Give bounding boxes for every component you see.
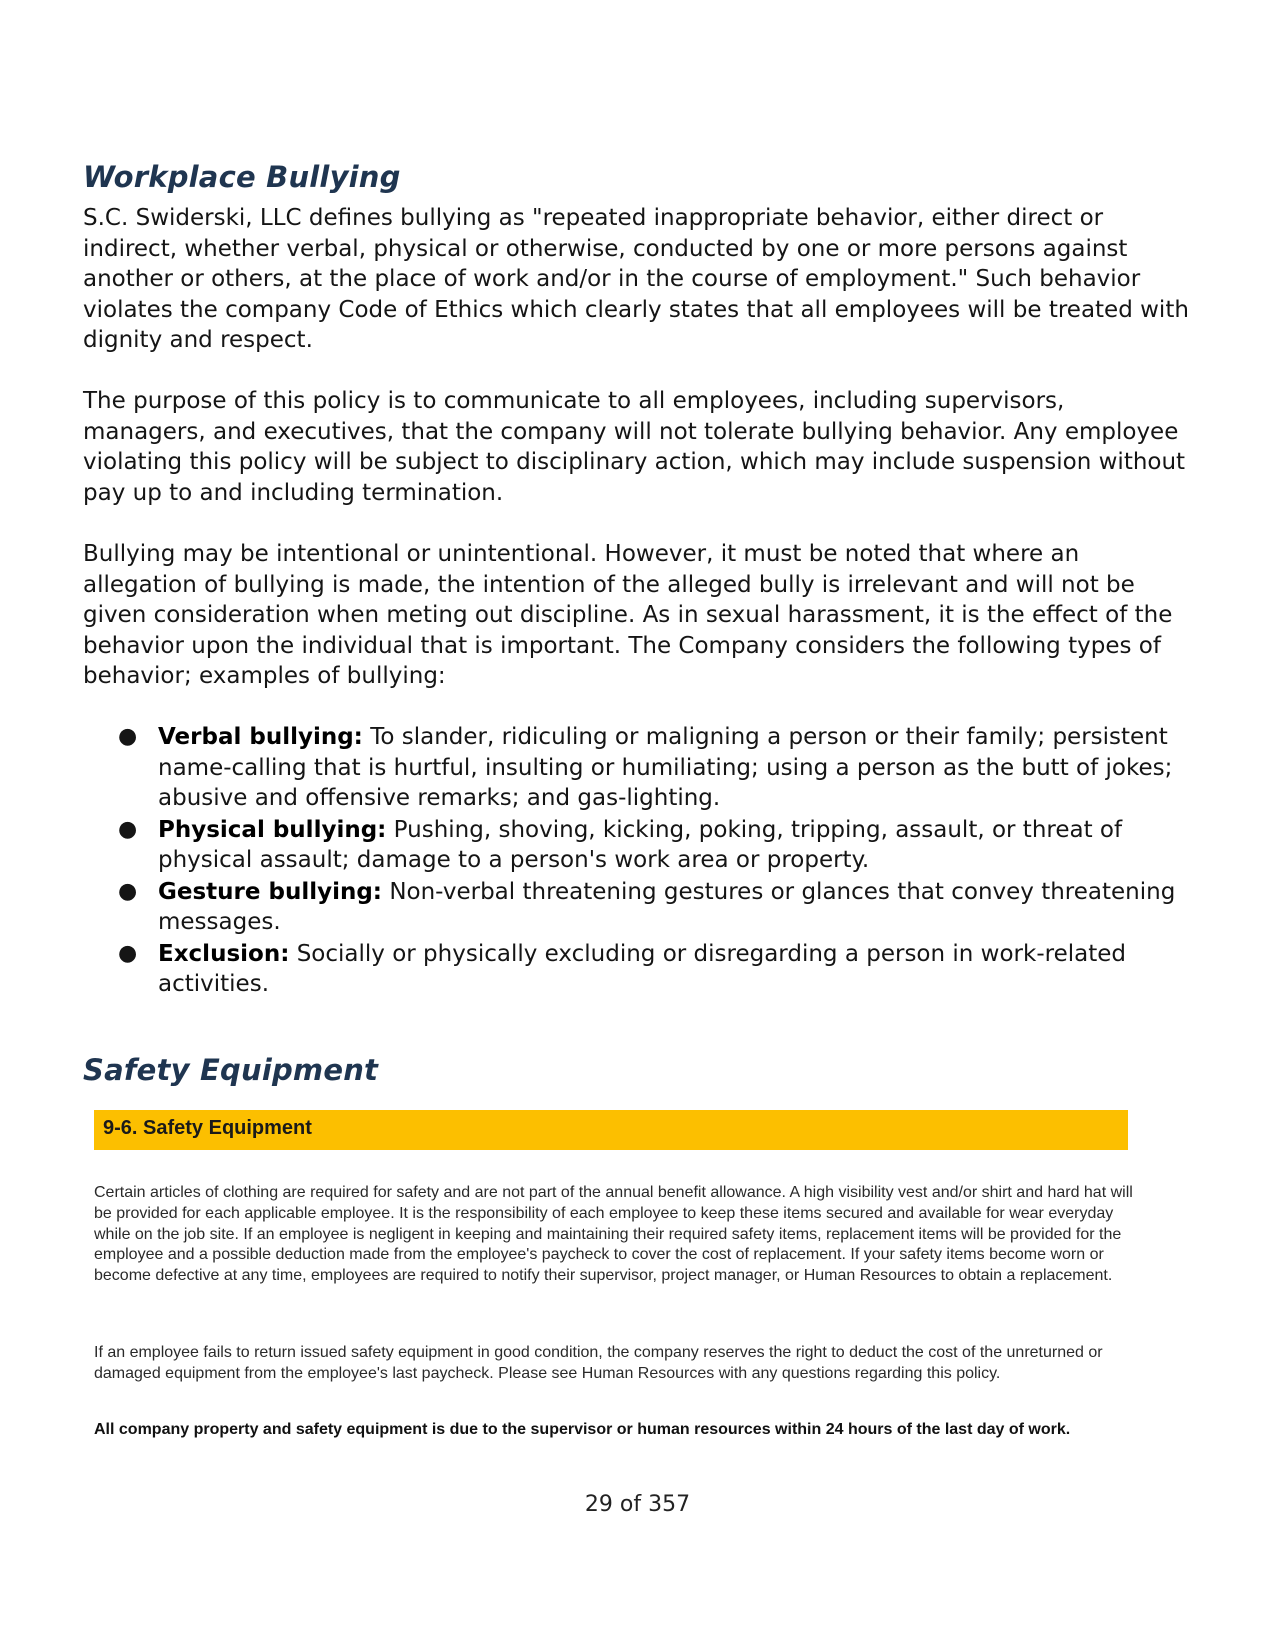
excerpt-title-bar — [94, 1110, 1128, 1150]
list-item-exclusion — [83, 939, 1198, 1000]
bullying-paragraph-definition: S.C. Swiderski, LLC defines bullying as "repeated inappropriate behavior, either direct or indirect, whether verbal, physical or otherwise, conducted by one or more persons against another or others, at the place of work and/or in the course of employment." Such behavior violates the company Code of Ethics which clearly states that all employees will be treated with dignity and respect. — [83, 205, 1189, 353]
bullet-text: Pushing, shoving, kicking, poking, tripping, assault, or threat of physical assault; damage to a person's work area or property. — [158, 816, 1123, 873]
bullet-icon: ● — [118, 878, 138, 904]
bullet-text: Socially or physically excluding or disregarding a person in work-related activities. — [158, 940, 1126, 997]
bullet-text: Non-verbal threatening gestures or glances that convey threatening messages. — [158, 878, 1176, 935]
section-heading-safety-equipment: Safety Equipment — [83, 1053, 379, 1087]
excerpt-paragraph-return: If an employee fails to return issued safety equipment in good condition, the company reserves the right to deduct the cost of the unreturned or damaged equipment from the employee's last paycheck. Please see Human Resources with any questions regarding this policy. — [94, 1344, 1103, 1382]
bullying-paragraph-purpose: The purpose of this policy is to communicate to all employees, including supervisors, managers, and executives, that the company will not tolerate bullying behavior. Any employee violating this policy will be subject to disciplinary action, which may include suspension without pay up to and including termination. — [83, 388, 1186, 506]
excerpt-paragraph-due: All company property and safety equipment is due to the supervisor or human resources within 24 hours of the last day of work. — [94, 1421, 1071, 1438]
excerpt-title: 9-6. Safety Equipment — [103, 1117, 312, 1139]
bullet-icon: ● — [118, 816, 138, 842]
page-number: 29 of 357 — [584, 1492, 691, 1517]
bullet-term: Exclusion: — [158, 940, 290, 967]
safety-equipment-excerpt-image — [88, 1103, 1148, 1475]
list-item-physical-bullying — [83, 815, 1198, 876]
bullet-term: Physical bullying: — [158, 816, 387, 843]
bullet-term: Verbal bullying: — [158, 724, 363, 750]
bullet-icon: ● — [118, 940, 138, 966]
list-item-verbal-bullying — [83, 722, 1198, 814]
excerpt-paragraph-clothing: Certain articles of clothing are required for safety and are not part of the annual benefit allowance. A high visibility vest and/or shirt and hard hat will be provided for each applicable employee. It is the responsibility of each employee to keep these items secured and available for wear everyday while on the job site. If an employee is negligent in keeping and maintaining their required safety items, replacement items will be provided for the employee and a possible deduction made from the employee's paycheck to cover the cost of replacement. If your safety items become worn or become defective at any time, employees are required to notify their supervisor, project manager, or Human Resources to obtain a replacement. — [94, 1184, 1133, 1285]
section-heading-workplace-bullying: Workplace Bullying — [83, 160, 401, 194]
list-item-gesture-bullying — [83, 877, 1198, 938]
bullying-paragraph-intent: Bullying may be intentional or unintentional. However, it must be noted that where an allegation of bullying is made, the intention of the alleged bully is irrelevant and will not be given consideration when meting out discipline. As in sexual harassment, it is the effect of the behavior upon the individual that is important. The Company considers the following types of behavior; examples of bullying: — [83, 541, 1173, 689]
bullet-text: To slander, ridiculing or maligning a person or their family; persistent name-calling that is hurtful, insulting or humiliating; using a person as the butt of jokes; abusive and offensive remarks; and gas-lighting. — [158, 724, 1173, 811]
bullet-icon: ● — [118, 724, 138, 749]
bullying-types-list — [83, 722, 1198, 1001]
bullet-term: Gesture bullying: — [158, 878, 383, 905]
